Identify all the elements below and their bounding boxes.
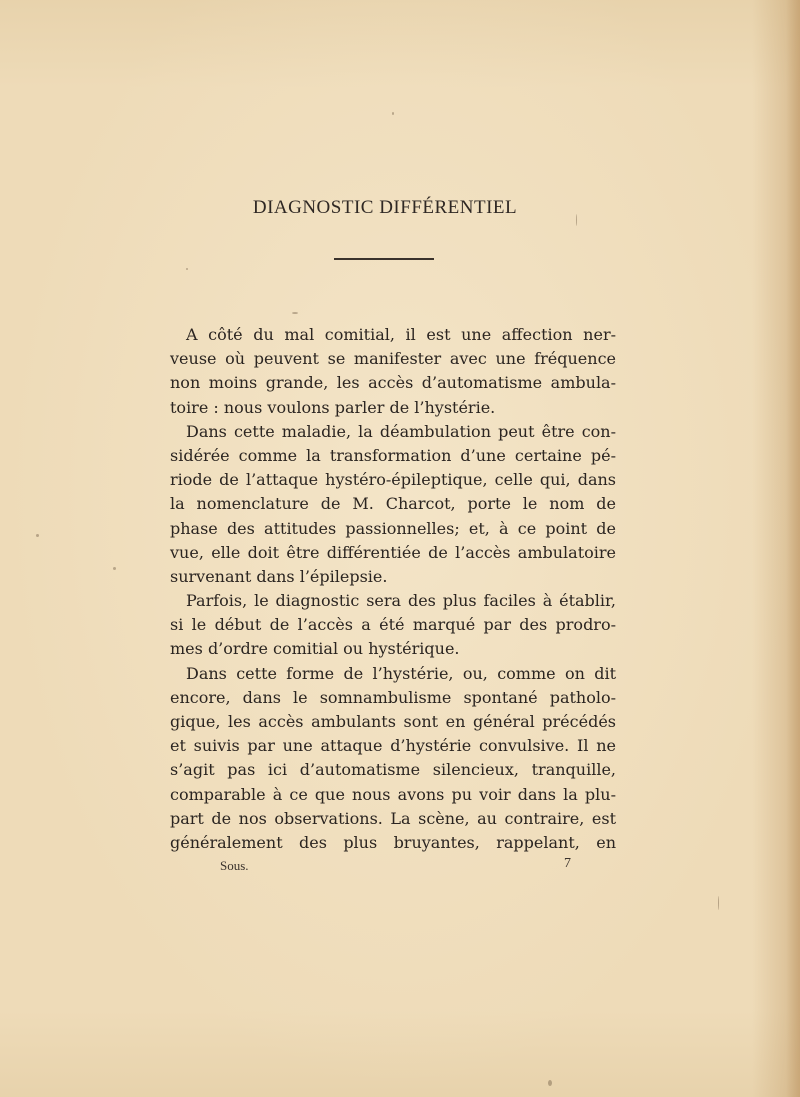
title-rule [334, 258, 434, 260]
text-line: sidérée comme la transformation d’une certaine pé- [170, 445, 616, 465]
text-line: non moins grande, les accès d’automatisme ambula- [170, 373, 616, 393]
text-line: s’agit pas ici d’automatisme silencieux, tranquille, [170, 760, 616, 780]
text-line: généralement des plus bruyantes, rappelant, en [170, 832, 616, 852]
text-line: la nomenclature de M. Charcot, porte le nom de [170, 494, 616, 514]
paper-speck [548, 1080, 552, 1086]
text-line: toire : nous voulons parler de l’hystérie. [170, 397, 496, 417]
text-line: comparable à ce que nous avons pu voir dans la plu- [170, 784, 616, 804]
paper-speck [718, 896, 719, 910]
text-line: gique, les accès ambulants sont en général précédés [170, 712, 616, 731]
page-edge-shadow [786, 0, 800, 1097]
sheet-number: 7 [564, 856, 571, 871]
paper-speck [392, 112, 394, 115]
text-line: Dans cette forme de l’hystérie, ou, comme on dit [186, 663, 616, 683]
paper-speck [292, 312, 298, 314]
text-line: encore, dans le somnambulisme spontané patholo- [170, 687, 616, 707]
text-line: veuse où peuvent se manifester avec une fréquence [170, 349, 616, 369]
text-line: Parfois, le diagnostic sera des plus faciles à établir, [186, 591, 616, 611]
text-line: phase des attitudes passionnelles; et, à ce point de [170, 518, 616, 538]
text-line: survenant dans l’épilepsie. [170, 566, 388, 586]
chapter-title: DIAGNOSTIC DIFFÉRENTIEL [252, 197, 518, 218]
paper-speck [113, 567, 116, 570]
text-line: mes d’ordre comitial ou hystérique. [170, 639, 460, 659]
signature-mark: Sous. [220, 858, 249, 873]
paper-speck [36, 534, 39, 537]
text-line: part de nos observations. La scène, au contraire, est [170, 808, 616, 828]
text-line: vue, elle doit être différentiée de l’accès ambulatoire [170, 542, 616, 562]
text-line: si le début de l’accès a été marqué par des prodro- [170, 615, 616, 635]
text-line: A côté du mal comitial, il est une affection ner- [186, 325, 616, 344]
body-text [170, 323, 616, 855]
text-line: riode de l’attaque hystéro-épileptique, celle qui, dans [170, 470, 616, 490]
paper-speck [186, 268, 188, 270]
paper-speck [576, 214, 577, 226]
text-line: et suivis par une attaque d’hystérie convulsive. Il ne [170, 736, 616, 756]
text-line: Dans cette maladie, la déambulation peut être con- [186, 421, 616, 441]
